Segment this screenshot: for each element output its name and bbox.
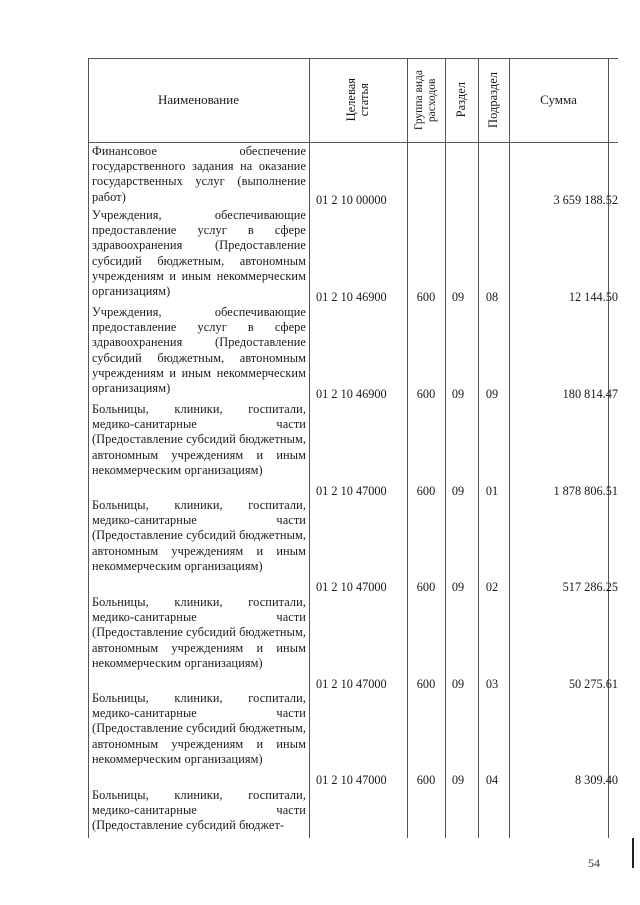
row-target-code: 01 2 10 47000: [316, 677, 387, 691]
row-sum: 180 814.47: [562, 387, 618, 401]
row-name: Больницы, клиники, госпитали, медико-санитарные части (Предоставление субсидий бюджет-: [92, 788, 306, 833]
table-row: [88, 595, 618, 691]
row-name: Больницы, клиники, госпитали, медико-санитарные части (Предоставление субсидий бюджетным, автономным учреждениям и иным некоммерческим организациям): [92, 595, 307, 670]
row-sum: 8 309.40: [574, 773, 618, 787]
column-header-sum-label: Сумма: [540, 92, 577, 107]
column-header-subsection: [478, 58, 509, 142]
row-subsection: 09: [485, 387, 499, 401]
column-header-name-label: Наименование: [158, 92, 239, 107]
row-sum: 3 659 188.52: [553, 193, 618, 207]
row-group: 600: [416, 677, 436, 691]
row-subsection: 03: [485, 677, 499, 691]
row-subsection: 02: [485, 580, 499, 594]
column-header-section: [445, 58, 478, 142]
row-target-code: 01 2 10 00000: [316, 193, 387, 207]
row-name: Больницы, клиники, госпитали, медико-санитарные части (Предоставление субсидий бюджетным, автономным учреждениям и иным некоммерческим организациям): [92, 402, 307, 477]
table-row: [88, 788, 618, 838]
row-name: Учреждения, обеспечивающие предоставление услуг в сфере здравоохранения (Предоставление субсидий бюджетным, автономным учреждениям и иным некоммерческим организациям): [92, 208, 306, 299]
column-header-group: [407, 58, 445, 142]
scan-edge-mark: [632, 838, 634, 868]
row-subsection: 01: [485, 484, 499, 498]
column-header-sum: [509, 58, 608, 142]
row-target-code: 01 2 10 47000: [316, 773, 387, 787]
column-header-target-label: Целевая статья: [344, 78, 371, 122]
row-name: Больницы, клиники, госпитали, медико-санитарные части (Предоставление субсидий бюджетным, автономным учреждениям и иным некоммерческим организациям): [92, 498, 307, 573]
row-group: 600: [416, 580, 436, 594]
table-row: [88, 498, 618, 594]
header-bottom-border: [88, 142, 618, 143]
table-row: [88, 208, 618, 304]
row-group: 600: [416, 290, 436, 304]
row-target-code: 01 2 10 47000: [316, 484, 387, 498]
row-group: 600: [416, 484, 436, 498]
page-number: 54: [588, 856, 600, 870]
row-group: 600: [416, 387, 436, 401]
row-group: 600: [416, 773, 436, 787]
column-header-name: [88, 58, 309, 142]
row-section: 09: [451, 677, 465, 691]
row-sum: 12 144.50: [568, 290, 618, 304]
column-header-group-label: Группа вида расходов: [413, 69, 438, 131]
table-row: [88, 691, 618, 788]
column-header-subsection-label: Подраздел: [486, 72, 500, 128]
row-target-code: 01 2 10 46900: [316, 387, 387, 401]
row-section: 09: [451, 773, 465, 787]
column-header-target: [309, 58, 407, 142]
row-name: Финансовое обеспечение государственного задания на оказание государственных услуг (выполнение работ): [92, 144, 306, 204]
row-target-code: 01 2 10 46900: [316, 290, 387, 304]
row-section: 09: [451, 484, 465, 498]
row-section: 09: [451, 387, 465, 401]
column-header-section-label: Раздел: [454, 82, 468, 118]
table-row: [88, 402, 618, 498]
row-subsection: 08: [485, 290, 499, 304]
row-sum: 517 286.25: [562, 580, 618, 594]
row-sum: 1 878 806.51: [553, 484, 618, 498]
row-sum: 50 275.61: [568, 677, 618, 691]
row-section: 09: [451, 290, 465, 304]
table-row: [88, 305, 618, 402]
row-target-code: 01 2 10 47000: [316, 580, 387, 594]
table-row: [88, 144, 618, 208]
row-subsection: 04: [485, 773, 499, 787]
row-name: Больницы, клиники, госпитали, медико-санитарные части (Предоставление субсидий бюджетным, автономным учреждениям и иным некоммерческим организациям): [92, 691, 307, 766]
row-name: Учреждения, обеспечивающие предоставление услуг в сфере здравоохранения (Предоставление субсидий бюджетным, автономным учреждениям и иным некоммерческим организациям): [92, 305, 306, 396]
row-section: 09: [451, 580, 465, 594]
